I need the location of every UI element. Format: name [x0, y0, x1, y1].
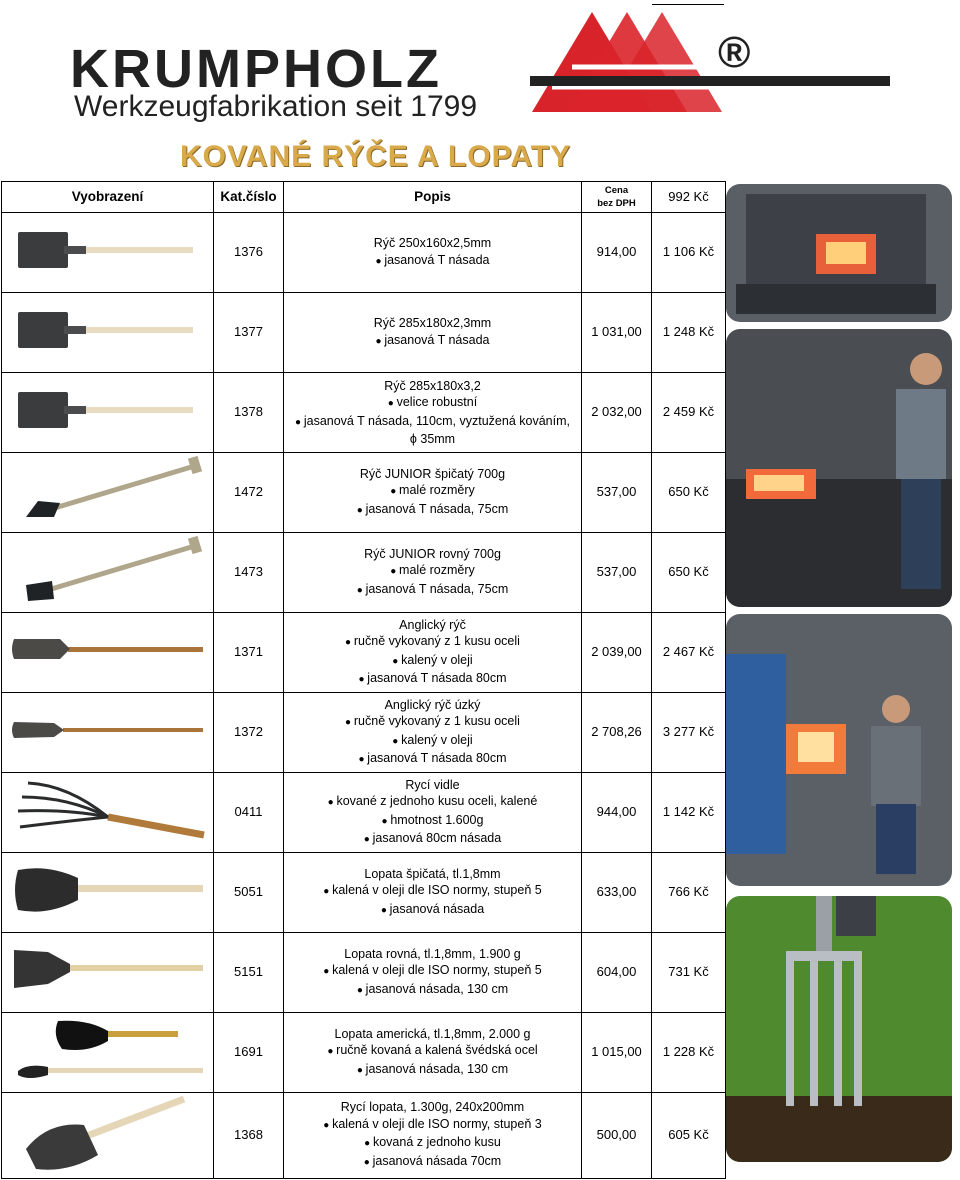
description-bullet: ● jasanová násada [284, 901, 581, 920]
price-with-vat: 766 Kč [652, 853, 726, 933]
product-image [2, 613, 214, 693]
blacksmith-photo [726, 329, 952, 607]
table-row [2, 693, 726, 773]
table-row [2, 933, 726, 1013]
description-bullet: ● jasanová 80cm násada [284, 830, 581, 849]
product-image [2, 373, 214, 453]
description-line: Anglický rýč [399, 617, 466, 632]
description-bullet: ● jasanová T násada 80cm [284, 670, 581, 689]
description-bullet: ● hmotnost 1.600g [284, 812, 581, 831]
product-image [2, 853, 214, 933]
description-bullet: ● kalená v oleji dle ISO normy, stupeň 3 [284, 1116, 581, 1135]
table-row [2, 613, 726, 693]
price-with-vat: 1 106 Kč [652, 213, 726, 293]
description-bullet: ● ručně kovaná a kalená švédská ocel [284, 1042, 581, 1061]
catalog-number: 5151 [214, 933, 284, 1013]
header-price-vat: 992 Kč [652, 182, 726, 213]
shovel-pointed-icon [8, 860, 208, 920]
table-row [2, 533, 726, 613]
product-image [2, 933, 214, 1013]
spade-t-icon [8, 300, 208, 360]
table-row [2, 773, 726, 853]
description-line: Lopata špičatá, tl.1,8mm [364, 866, 501, 881]
catalog-number: 1472 [214, 453, 284, 533]
description-bullet: ● jasanová násada, 130 cm [284, 1061, 581, 1080]
product-image [2, 533, 214, 613]
catalog-number: 1691 [214, 1013, 284, 1093]
header-description: Popis [284, 182, 582, 213]
description-line: Rycí vidle [405, 777, 460, 792]
description-line: ϕ 35mm [409, 432, 456, 446]
description-bullet: ● jasanová T násada, 75cm [284, 581, 581, 600]
description-line: Rýč 285x180x3,2 [384, 378, 481, 393]
description-bullet: ● jasanová T násada, 110cm, vyztužená kováním, [284, 413, 581, 432]
spade-t-icon [8, 380, 208, 440]
description-bullet: ● velice robustní [284, 394, 581, 413]
table-row [2, 453, 726, 533]
price-with-vat: 605 Kč [652, 1093, 726, 1179]
price-with-vat: 1 228 Kč [652, 1013, 726, 1093]
description-line: Rýč 250x160x2,5mm [373, 236, 492, 250]
american-icon [8, 1015, 208, 1085]
catalog-number: 1376 [214, 213, 284, 293]
description-bullet: ● ručně vykovaný z 1 kusu oceli [284, 713, 581, 732]
brand-name: KRUMPHOLZ [70, 39, 442, 99]
price: 2 032,00 [582, 373, 652, 453]
header-image: Vyobrazení [2, 182, 214, 213]
description-line: Rycí lopata, 1.300g, 240x200mm [340, 1100, 525, 1115]
product-description [284, 213, 582, 293]
description-bullet: ● kované z jednoho kusu oceli, kalené [284, 793, 581, 812]
description-line: Rýč JUNIOR rovný 700g [364, 546, 501, 561]
product-image [2, 1013, 214, 1093]
description-bullet: ● jasanová T násada, 75cm [284, 501, 581, 520]
catalog-number: 1377 [214, 293, 284, 373]
price: 633,00 [582, 853, 652, 933]
description-line: Rýč JUNIOR špičatý 700g [359, 466, 506, 481]
product-description [284, 1013, 582, 1093]
brand-logo [70, 12, 890, 122]
registered-mark: ® [718, 28, 751, 77]
description-line: Lopata rovná, tl.1,8mm, 1.900 g [344, 946, 521, 961]
english-narrow-icon [8, 710, 208, 750]
table-row [2, 1013, 726, 1093]
product-description [284, 533, 582, 613]
forge-photo [726, 184, 952, 322]
table-row [2, 293, 726, 373]
workshop-photo [726, 614, 952, 886]
description-bullet: ● jasanová T násada 80cm [284, 750, 581, 769]
description-bullet: ● ručně vykovaný z 1 kusu oceli [284, 633, 581, 652]
description-line: Rýč 285x180x2,3mm [373, 316, 492, 330]
description-bullet: ● jasanová násada, 130 cm [284, 981, 581, 1000]
product-image [2, 453, 214, 533]
price: 1 015,00 [582, 1013, 652, 1093]
product-image [2, 1093, 214, 1179]
price: 914,00 [582, 213, 652, 293]
product-description [284, 853, 582, 933]
top-rule [652, 4, 724, 5]
price: 1 031,00 [582, 293, 652, 373]
table-header [2, 182, 726, 213]
description-bullet: ● malé rozměry [284, 482, 581, 501]
price: 537,00 [582, 453, 652, 533]
description-line: Anglický rýč úzký [384, 697, 481, 712]
description-line: Lopata americká, tl.1,8mm, 2.000 g [334, 1026, 531, 1041]
product-image [2, 293, 214, 373]
english-icon [8, 625, 208, 675]
description-bullet: ● jasanová násada 70cm [284, 1153, 581, 1172]
junior-flat-icon [8, 535, 208, 605]
digging-shovel-icon [8, 1093, 208, 1173]
catalog-number: 1473 [214, 533, 284, 613]
table-row [2, 373, 726, 453]
product-description [284, 293, 582, 373]
fork-in-grass-photo [726, 896, 952, 1162]
fork-icon [8, 775, 208, 845]
price: 2 708,26 [582, 693, 652, 773]
product-description [284, 773, 582, 853]
price: 500,00 [582, 1093, 652, 1179]
header-catalog: Kat.číslo [214, 182, 284, 213]
description-bullet: ● kalená v oleji dle ISO normy, stupeň 5 [284, 882, 581, 901]
catalog-number: 1372 [214, 693, 284, 773]
shovel-flat-icon [8, 940, 208, 1000]
price-with-vat: 1 248 Kč [652, 293, 726, 373]
product-image [2, 213, 214, 293]
table-row [2, 853, 726, 933]
price-with-vat: 650 Kč [652, 533, 726, 613]
page-title: KOVANÉ RÝČE A LOPATY [180, 140, 572, 173]
spade-t-icon [8, 220, 208, 280]
product-description [284, 933, 582, 1013]
product-image [2, 693, 214, 773]
product-description [284, 1093, 582, 1179]
header-price: Cena bez DPH [582, 182, 652, 213]
price: 2 039,00 [582, 613, 652, 693]
price-with-vat: 1 142 Kč [652, 773, 726, 853]
catalog-number: 5051 [214, 853, 284, 933]
brand-triangles-icon [532, 12, 732, 117]
price-with-vat: 731 Kč [652, 933, 726, 1013]
description-bullet: ● jasanová T násada [284, 332, 581, 351]
brand-tagline: Werkzeugfabrikation seit 1799 [74, 90, 478, 123]
product-description [284, 613, 582, 693]
price-with-vat: 650 Kč [652, 453, 726, 533]
table-row [2, 213, 726, 293]
catalog-number: 0411 [214, 773, 284, 853]
description-bullet: ● kalený v oleji [284, 652, 581, 671]
price-with-vat: 3 277 Kč [652, 693, 726, 773]
brand-bar [530, 76, 890, 86]
product-image [2, 773, 214, 853]
junior-pointed-icon [8, 455, 208, 525]
description-bullet: ● kalená v oleji dle ISO normy, stupeň 5 [284, 962, 581, 981]
catalog-number: 1371 [214, 613, 284, 693]
description-bullet: ● jasanová T násada [284, 252, 581, 271]
price: 604,00 [582, 933, 652, 1013]
table-row [2, 1093, 726, 1179]
price-with-vat: 2 459 Kč [652, 373, 726, 453]
description-bullet: ● kovaná z jednoho kusu [284, 1134, 581, 1153]
catalog-number: 1368 [214, 1093, 284, 1179]
product-description [284, 453, 582, 533]
description-bullet: ● kalený v oleji [284, 732, 581, 751]
price-with-vat: 2 467 Kč [652, 613, 726, 693]
product-description [284, 693, 582, 773]
product-table [1, 181, 726, 1179]
price: 944,00 [582, 773, 652, 853]
description-bullet: ● malé rozměry [284, 562, 581, 581]
catalog-number: 1378 [214, 373, 284, 453]
price: 537,00 [582, 533, 652, 613]
product-description [284, 373, 582, 453]
